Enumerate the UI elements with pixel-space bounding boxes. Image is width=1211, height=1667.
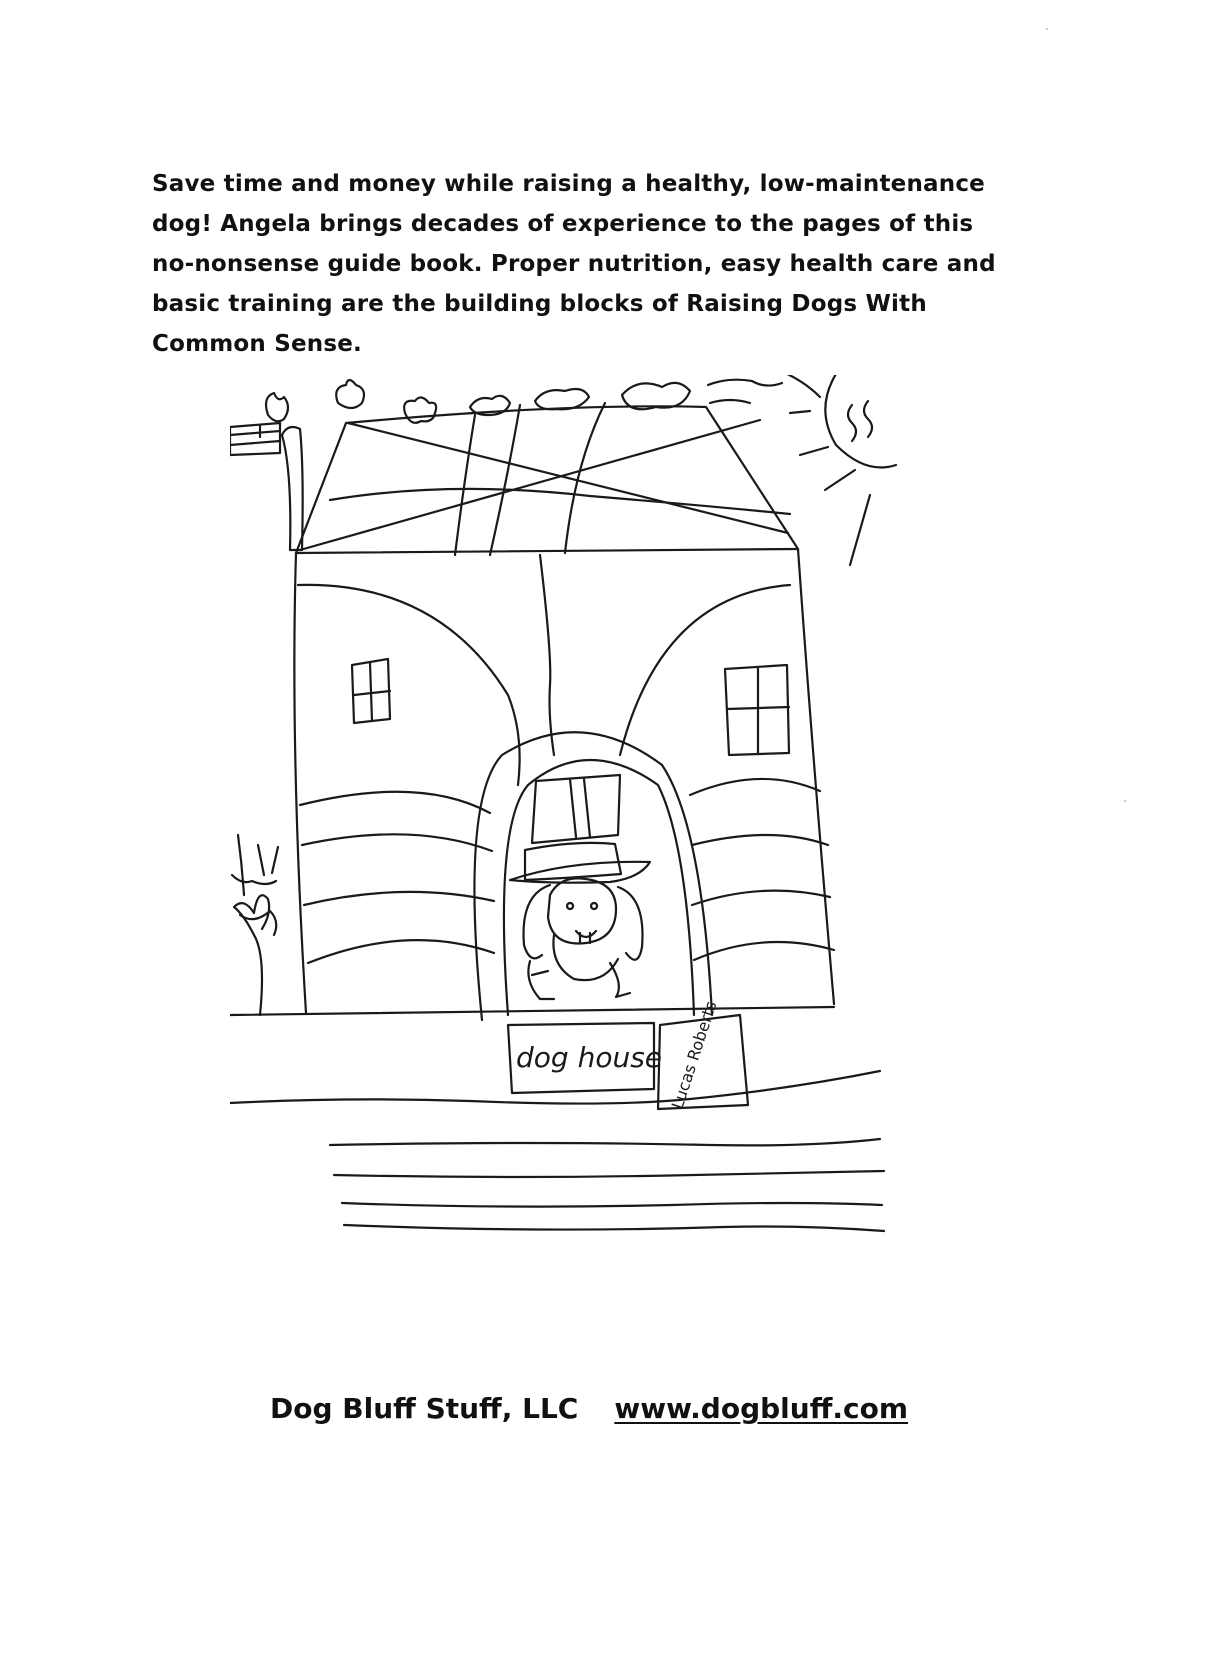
blurb-line: Common Sense. <box>152 331 362 357</box>
blurb-line: no-nonsense guide book. Proper nutrition, easy health care and <box>152 251 996 277</box>
blurb-line: Save time and money while raising a healthy, low-maintenance <box>152 171 985 197</box>
dog-house-sign <box>508 999 748 1112</box>
dog-with-top-hat <box>510 775 650 999</box>
bush-doodle <box>232 835 278 1015</box>
scan-speck <box>1046 28 1048 30</box>
website-link[interactable]: www.dogbluff.com <box>614 1392 909 1425</box>
dog-house-drawing <box>230 375 950 1325</box>
roof <box>296 403 798 555</box>
scan-speck <box>1124 800 1126 802</box>
artist-signature: Lucas Roberts <box>667 998 721 1112</box>
blurb-line: dog! Angela brings decades of experience to the pages of this <box>152 211 974 237</box>
cloud-doodles <box>266 375 820 423</box>
ground-lines <box>230 1071 884 1231</box>
chimney <box>230 423 303 550</box>
company-name: Dog Bluff Stuff, LLC <box>270 1392 579 1425</box>
sun-doodle <box>790 375 896 565</box>
book-blurb <box>152 164 1032 364</box>
blurb-line: basic training are the building blocks of Raising Dogs With <box>152 291 927 317</box>
footer <box>270 1392 970 1425</box>
sign-text: dog house <box>516 1041 663 1074</box>
